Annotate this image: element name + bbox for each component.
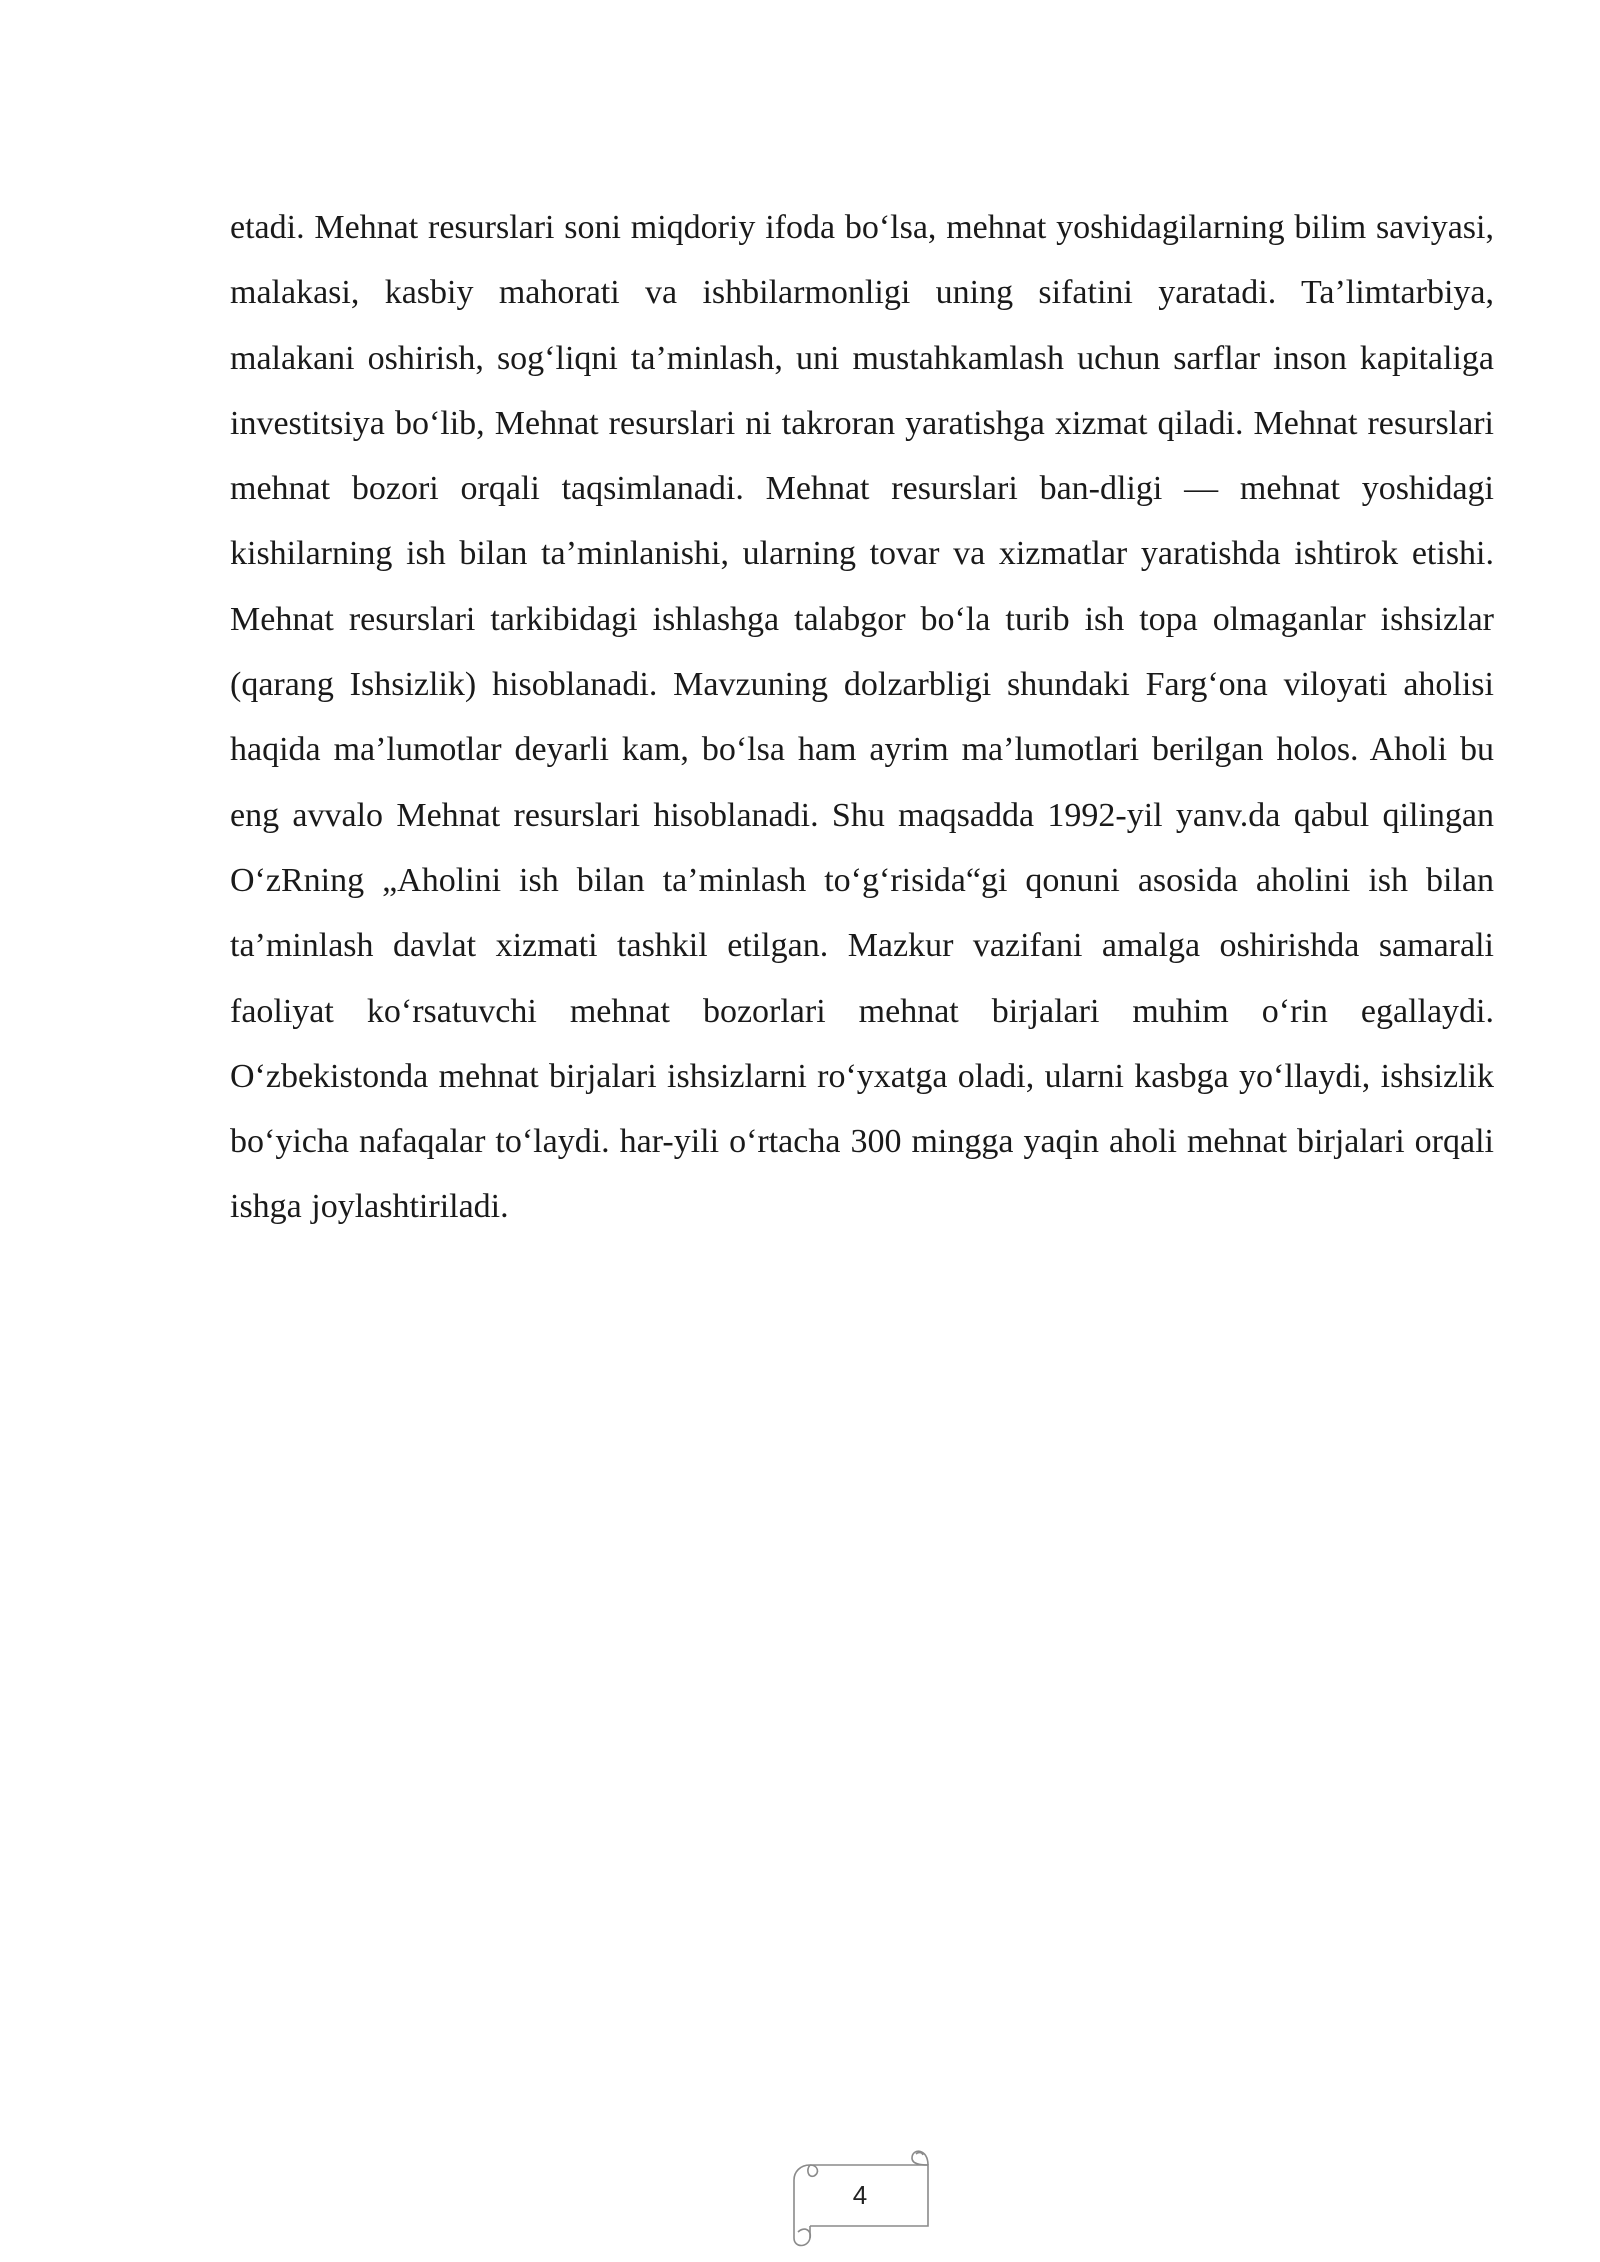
page-number: 4 xyxy=(852,2180,868,2210)
page-number-footer xyxy=(780,2140,940,2255)
body-paragraph: etadi. Mehnat resurslari soni miqdoriy ifoda bo‘lsa, mehnat yoshidagilarning bilim saviyasi, malakasi, kasbiy mahorati va ishbilarmonligi uning sifatini yaratadi. Ta’limtarbiya, malakani oshirish, sog‘liqni ta’minlash, uni mustahkamlash uchun sarflar inson kapitaliga investitsiya bo‘lib, Mehnat resurslari ni takroran yaratishga xizmat qiladi. Mehnat resurslari mehnat bozori orqali taqsimlanadi. Mehnat resurslari ban-dligi — mehnat yoshidagi kishilarning ish bilan ta’minlanishi, ularning tovar va xizmatlar yaratishda ishtirok etishi. Mehnat resurslari tarkibidagi ishlashga talabgor bo‘la turib ish topa olmaganlar ishsizlar (qarang Ishsizlik) hisoblanadi. Mavzuning dolzarbligi shundaki Farg‘ona viloyati aholisi haqida ma’lumotlar deyarli kam, bo‘lsa ham ayrim ma’lumotlari berilgan holos. Aholi bu eng avvalo Mehnat resurslari hisoblanadi. Shu maqsadda 1992-yil yanv.da qabul qilingan O‘zRning „Aholini ish bilan ta’minlash to‘g‘risida“gi qonuni asosida aholini ish bilan ta’minlash davlat xizmati tashkil etilgan. Mazkur vazifani amalga oshirishda samarali faoliyat ko‘rsatuvchi mehnat bozorlari mehnat birjalari muhim o‘rin egallaydi. O‘zbekistonda mehnat birjalari ishsizlarni ro‘yxatga oladi, ularni kasbga yo‘llaydi, ishsizlik bo‘yicha nafaqalar to‘laydi. har-yili o‘rtacha 300 mingga yaqin aholi mehnat birjalari orqali ishga joylashtiriladi. xyxy=(230,209,1494,1226)
